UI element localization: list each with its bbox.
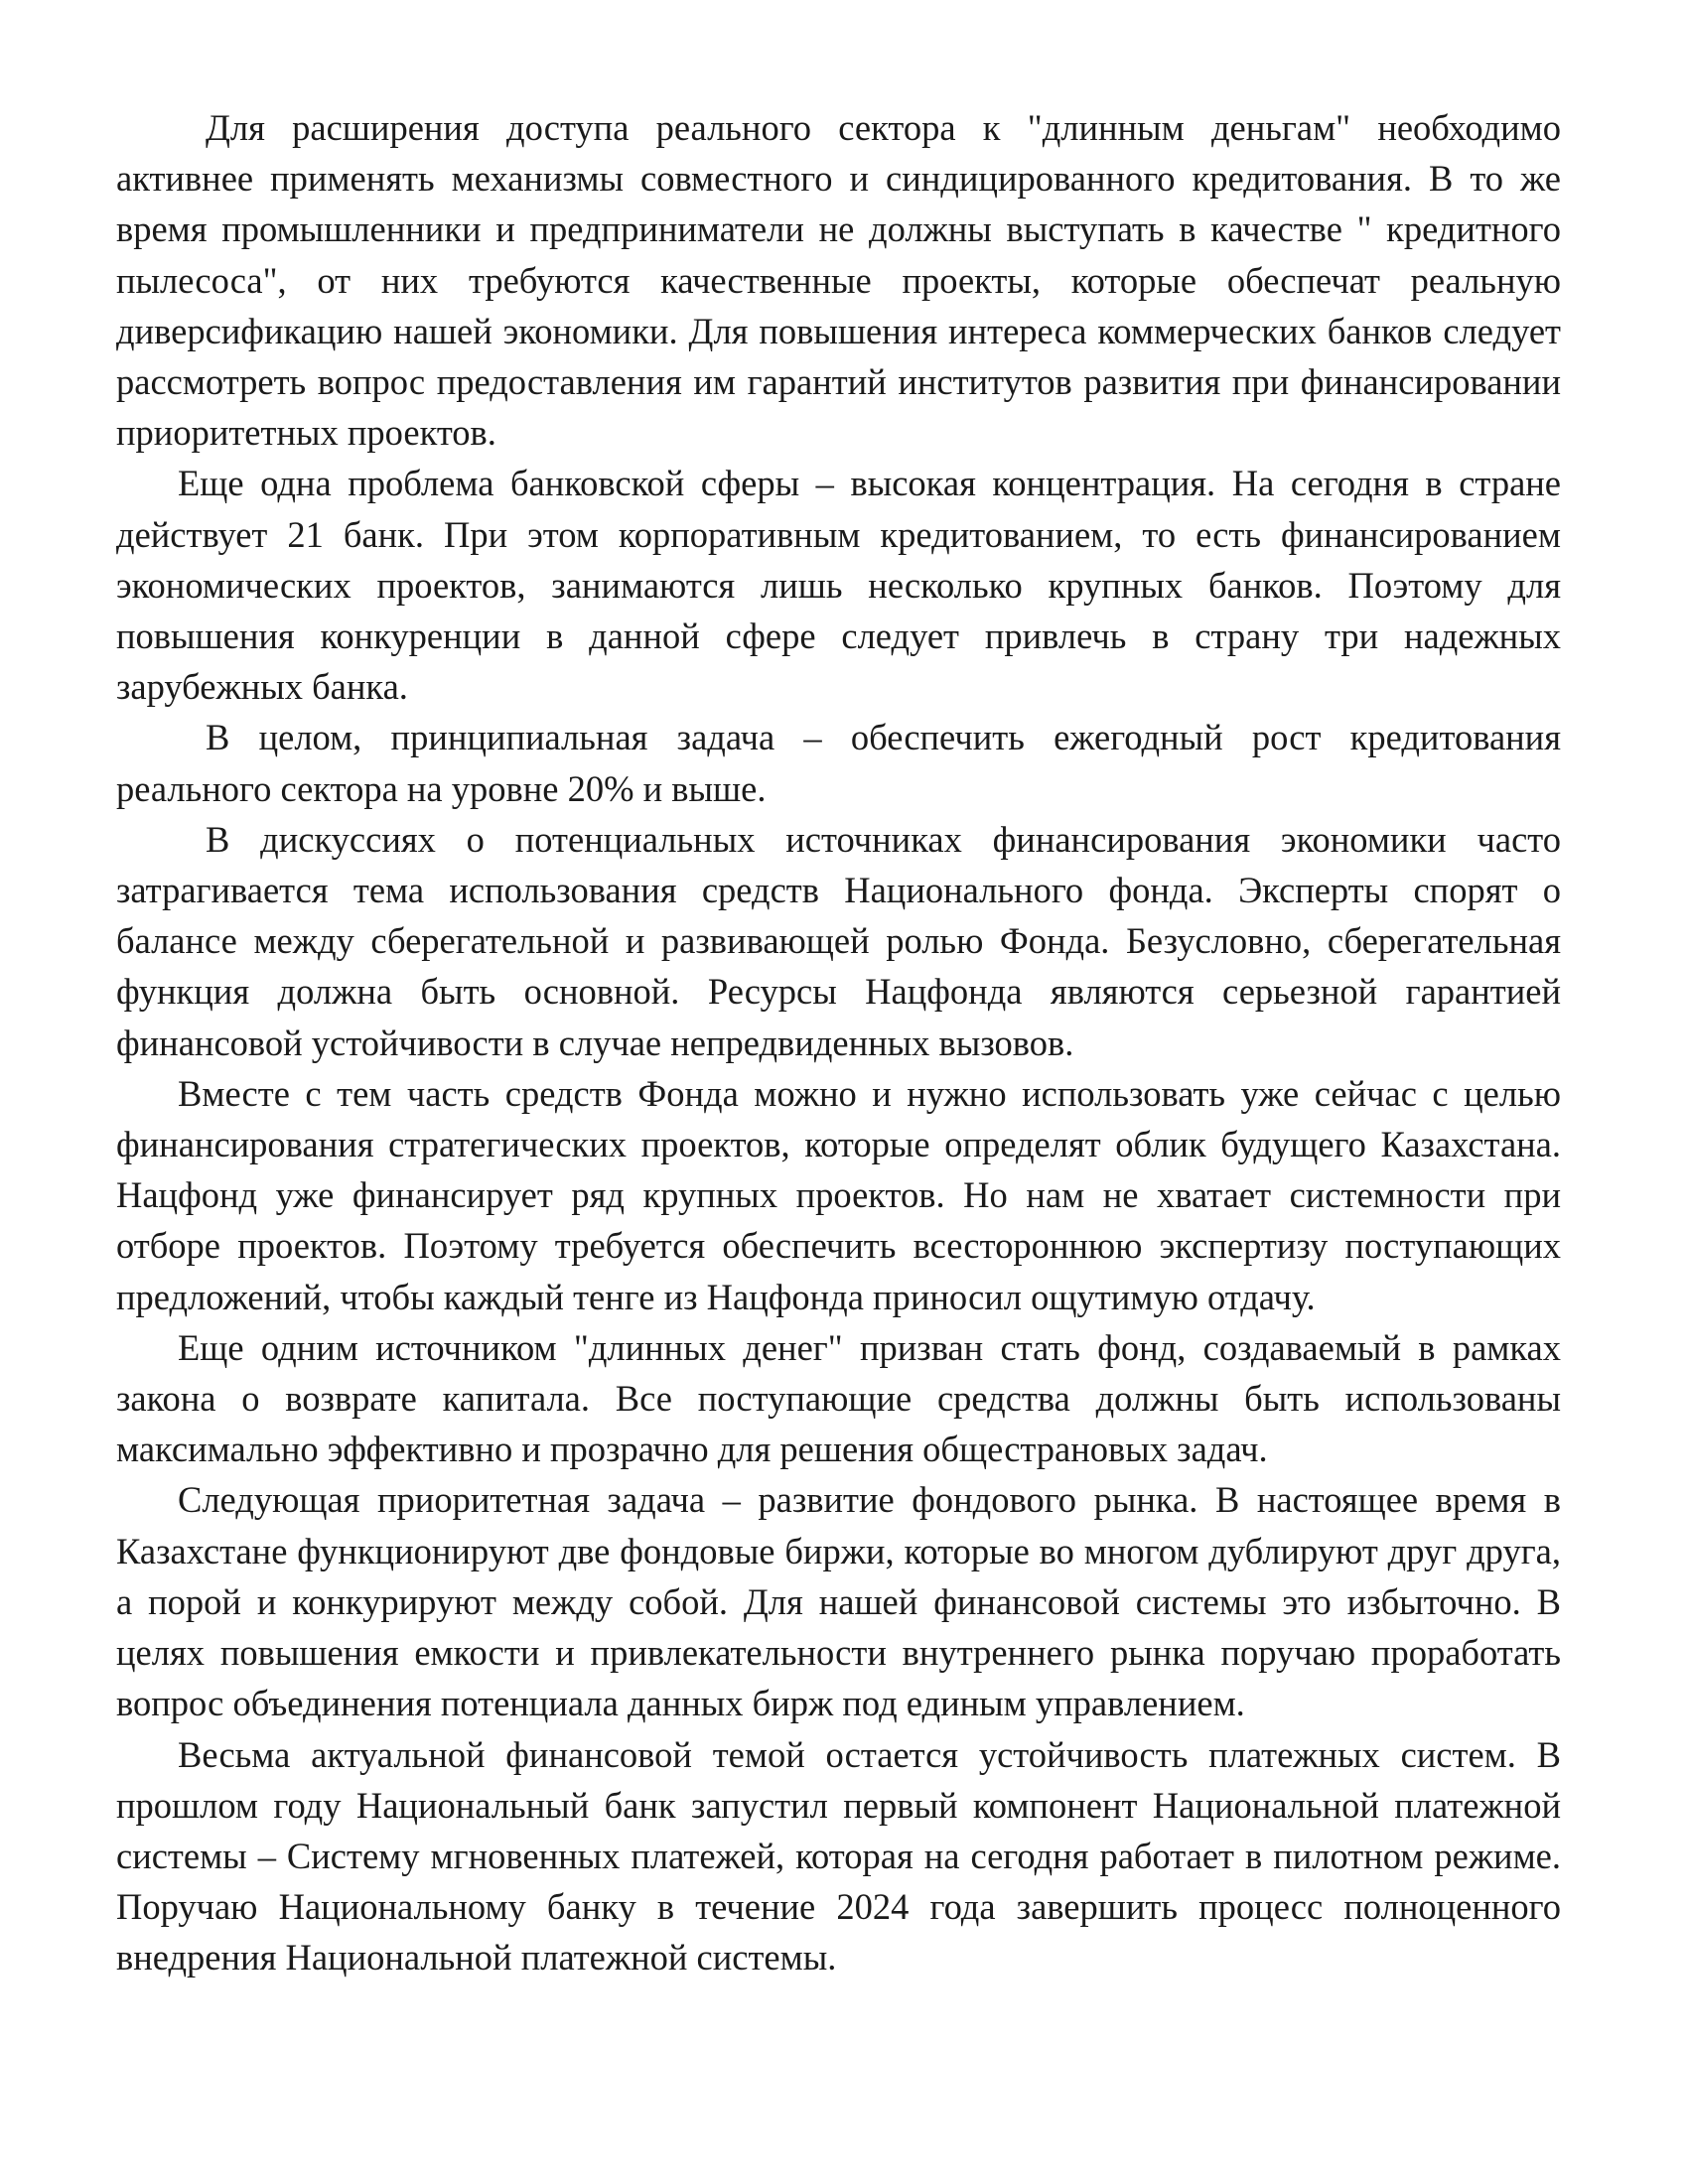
document-body xyxy=(116,102,1561,1983)
paragraph-bank-concentration: Еще одна проблема банковской сферы – высокая концентрация. На сегодня в стране действует 21 банк. При этом корпоративным кредитованием, то есть финансированием экономических проектов, занимаются лишь несколько крупных банков. Поэтому для повышения конкуренции в данной сфере следует привлечь в страну три надежных зарубежных банка. xyxy=(116,463,1561,708)
paragraph-payment-systems: Весьма актуальной финансовой темой остается устойчивость платежных систем. В прошлом году Национальный банк запустил первый компонент Национальной платежной системы – Систему мгновенных платежей, которая на сегодня работает в пилотном режиме. Поручаю Национальному банку в течение 2024 года завершить процесс полноценного внедрения Национальной платежной системы. xyxy=(116,1733,1561,1979)
paragraph-credit-growth-goal: В целом, принципиальная задача – обеспечить ежегодный рост кредитования реального сектора на уровне 20% и выше. xyxy=(116,717,1561,809)
paragraph-stock-market: Следующая приоритетная задача – развитие фондового рынка. В настоящее время в Казахстане функционируют две фондовые биржи, которые во многом дублируют друг друга, а порой и конкурируют между собой. Для нашей финансовой системы это избыточно. В целях повышения емкости и привлекательности внутреннего рынка поручаю проработать вопрос объединения потенциала данных бирж под единым управлением. xyxy=(116,1479,1561,1724)
paragraph-fund-strategic-projects: Вместе с тем часть средств Фонда можно и нужно использовать уже сейчас с целью финансирования стратегических проектов, которые определят облик будущего Казахстана. Нацфонд уже финансирует ряд крупных проектов. Но нам не хватает системности при отборе проектов. Поэтому требуется обеспечить всестороннюю экспертизу поступающих предложений, чтобы каждый тенге из Нацфонда приносил ощутимую отдачу. xyxy=(116,1072,1561,1317)
paragraph-long-money-credit: Для расширения доступа реального сектора к "длинным деньгам" необходимо активнее применять механизмы совместного и синдицированного кредитования. В то же время промышленники и предприниматели не должны выступать в качестве " кредитного пылесоса", от них требуются качественные проекты, которые обеспечат реальную диверсификацию нашей экономики. Для повышения интереса коммерческих банков следует рассмотреть вопрос предоставления им гарантий институтов развития при финансировании приоритетных проектов. xyxy=(116,107,1561,454)
paragraph-capital-return-fund: Еще одним источником "длинных денег" призван стать фонд, создаваемый в рамках закона о возврате капитала. Все поступающие средства должны быть использованы максимально эффективно и прозрачно для решения общестрановых задач. xyxy=(116,1326,1561,1470)
paragraph-national-fund: В дискуссиях о потенциальных источниках финансирования экономики часто затрагивается тема использования средств Национального фонда. Эксперты спорят о балансе между сберегательной и развивающей ролью Фонда. Безусловно, сберегательная функция должна быть основной. Ресурсы Нацфонда являются серьезной гарантией финансовой устойчивости в случае непредвиденных вызовов. xyxy=(116,818,1561,1063)
